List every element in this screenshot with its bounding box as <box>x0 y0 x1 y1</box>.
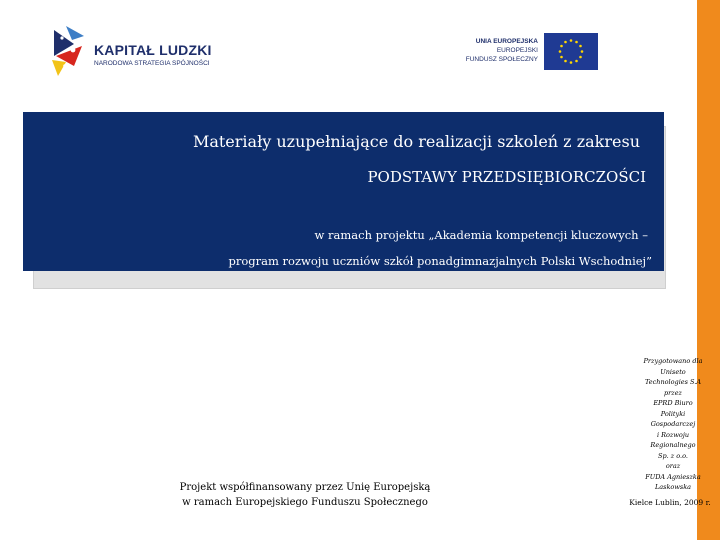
eu-logo-line1: UNIA EUROPEJSKA <box>475 38 538 45</box>
prepared-by-line: Sp. z o.o. <box>658 451 688 460</box>
prepared-by-line: Uniseto <box>660 367 686 376</box>
funding-note <box>150 480 460 510</box>
title-line-3: w ramach projektu „Akademia kompetencji kluczowych – <box>314 228 648 242</box>
title-line-4: program rozwoju uczniów szkół ponadgimnazjalnych Polski Wschodniej” <box>228 254 652 268</box>
kapital-ludzki-title: KAPITAŁ LUDZKI <box>94 42 212 58</box>
title-line-1: Materiały uzupełniające do realizacji szkoleń z zakresu <box>192 132 640 151</box>
eu-logo-line2: EUROPEJSKI <box>496 47 538 54</box>
title-line-2: PODSTAWY PRZEDSIĘBIORCZOŚCI <box>367 168 646 186</box>
funding-line-2: w ramach Europejskiego Funduszu Społecznego <box>182 497 428 508</box>
prepared-by-line: Laskowska <box>654 483 692 491</box>
prepared-by-note <box>628 356 718 493</box>
prepared-by-line: i Rozwoju <box>656 430 690 439</box>
prepared-by-line: Gospodarczej <box>650 420 696 428</box>
prepared-by-line: Przygotowano dla <box>643 357 703 365</box>
prepared-by-line: przez <box>664 388 682 397</box>
eu-logo-text <box>466 37 538 64</box>
prepared-by-line: EPRD Biuro <box>653 399 693 407</box>
kapital-ludzki-logo <box>52 26 232 82</box>
title-box <box>23 112 664 271</box>
prepared-by-line: Regionalnego <box>650 441 696 449</box>
eu-logo <box>458 32 598 72</box>
kapital-ludzki-subtitle: NARODOWA STRATEGIA SPÓJNOŚCI <box>94 60 210 67</box>
funding-line-1: Projekt współfinansowany przez Unię Europejską <box>179 482 431 493</box>
eu-logo-line3: FUNDUSZ SPOŁECZNY <box>465 56 538 63</box>
prepared-by-line: Technologies S.A <box>644 378 702 386</box>
prepared-by-line: Polityki <box>660 409 686 418</box>
eu-flag-icon <box>544 33 598 70</box>
prepared-by-line: FUDA Agnieszka <box>645 472 701 481</box>
prepared-by-line: oraz <box>665 462 681 470</box>
kapital-ludzki-mark-icon <box>52 26 86 78</box>
place-date: Kielce Lublin, 2009 r. <box>629 498 711 507</box>
